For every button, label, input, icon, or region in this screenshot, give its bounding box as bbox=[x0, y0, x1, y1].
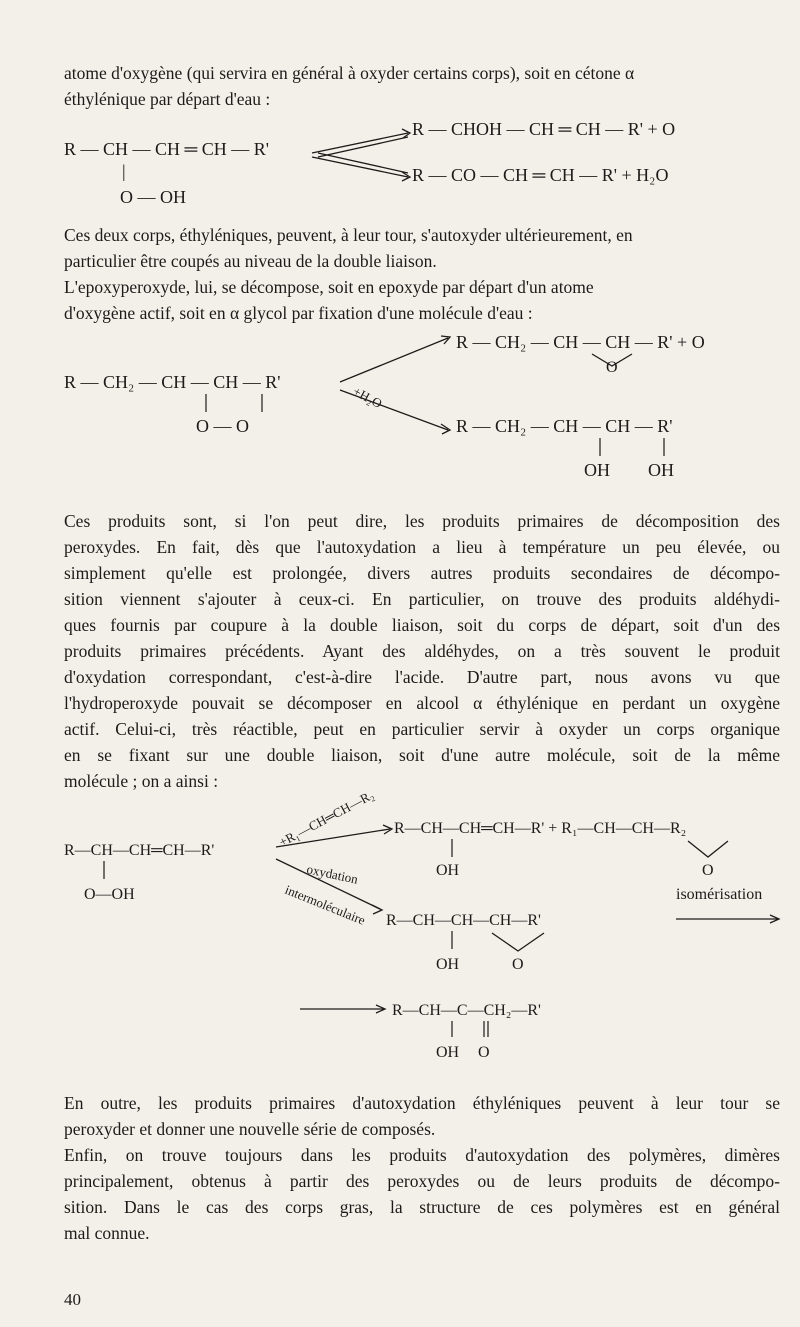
text-line: sition viennent s'ajouter à ceux-ci. En particulier, on trouve des produits aldéhydi- bbox=[64, 589, 780, 609]
epoxy-oxygen: O bbox=[606, 359, 618, 376]
text-line: simplement qu'elle est prolongée, divers autres produits secondaires de décompo- bbox=[64, 563, 780, 583]
text-line: d'oxygène actif, soit en α glycol par fixation d'une molécule d'eau : bbox=[64, 303, 533, 323]
oxydation-label: oxydation bbox=[305, 861, 360, 887]
hydroxyl-group: OH bbox=[648, 460, 674, 480]
intermolecular-label: intermoléculaire bbox=[282, 881, 368, 928]
carbonyl-oxygen: O bbox=[478, 1044, 490, 1061]
text-line: l'hydroperoxyde pouvait se décomposer en alcool α éthylénique en perdant un oxygène bbox=[64, 693, 780, 713]
reaction-arrow-lower-2 bbox=[318, 153, 408, 173]
text-line: Ces deux corps, éthyléniques, peuvent, à leur tour, s'autoxyder ultérieurement, en bbox=[64, 225, 633, 245]
reaction-arrow-upper bbox=[312, 133, 408, 153]
arrowhead-icon bbox=[372, 905, 382, 914]
product-ketol: R—CH—C—CH₂—R' bbox=[392, 1002, 541, 1019]
reactant-formula: R—CH—CH═CH—R' bbox=[64, 842, 215, 859]
reaction-arrow-lower bbox=[312, 157, 408, 177]
reactant-formula: R — CH — CH ═ CH — R' bbox=[64, 139, 270, 159]
text-line: L'epoxyperoxyde, lui, se décompose, soit en epoxyde par départ d'un atome bbox=[64, 277, 594, 297]
product-alcohol: R — CHOH — CH ═ CH — R' + O bbox=[412, 119, 676, 139]
paragraph-epoxyperoxyde bbox=[64, 222, 780, 326]
peroxy-bridge: O — O bbox=[196, 416, 249, 436]
reactant-formula: R — CH₂ — CH — CH — R' bbox=[64, 372, 281, 392]
text-line: principalement, obtenus à partir des peroxydes ou de leurs produits de décompo- bbox=[64, 1171, 780, 1191]
epoxy-oxygen: O bbox=[512, 956, 524, 973]
reaction-scheme-1 bbox=[0, 115, 800, 215]
hydroxyl-group: OH bbox=[436, 1044, 460, 1061]
reaction-arrow-upper bbox=[340, 338, 448, 382]
text-line: mal connue. bbox=[64, 1223, 150, 1243]
product-alcohol-epoxide: R—CH—CH═CH—R' + R₁—CH—CH—R₂ bbox=[394, 820, 687, 837]
text-line: particulier être coupés au niveau de la double liaison. bbox=[64, 251, 437, 271]
page-number: 40 bbox=[64, 1290, 81, 1309]
text-line: actif. Celui-ci, très réactible, peut en particulier servir à oxyder un corps organique bbox=[64, 719, 780, 739]
text-line: peroxyder et donner une nouvelle série de composés. bbox=[64, 1119, 436, 1139]
text-line: produits primaires précédents. Ayant des aldéhydes, on a très souvent le produit bbox=[64, 641, 780, 661]
text-line: Ces produits sont, si l'on peut dire, les produits primaires de décomposition des bbox=[64, 511, 780, 531]
text-line: atome d'oxygène (qui servira en général à oxyder certains corps), soit en cétone α bbox=[64, 63, 635, 83]
hydroxyl-group: OH bbox=[436, 956, 460, 973]
text-line: d'oxydation correspondant, c'est-à-dire l'acide. D'autre part, nous avons vu que bbox=[64, 667, 780, 687]
paragraph-conclusion bbox=[64, 1090, 780, 1246]
text-line: ques fournis par coupure à la double liaison, soit du corps de départ, soit d'un des bbox=[64, 615, 780, 635]
epoxy-bridge bbox=[492, 933, 544, 951]
paragraph-secondary-products bbox=[64, 508, 780, 794]
hydroxyl-group: OH bbox=[584, 460, 610, 480]
text-line: En outre, les produits primaires d'autoxydation éthyléniques peuvent à leur tour se bbox=[64, 1093, 780, 1113]
hydroxyl-group: OH bbox=[436, 862, 460, 879]
text-line: en se fixant sur une double liaison, soit d'une autre molécule, soit de la même bbox=[64, 745, 780, 765]
epoxy-bridge bbox=[688, 841, 728, 857]
hydroperoxy-group: O—OH bbox=[84, 886, 135, 903]
hydroperoxy-group: O — OH bbox=[120, 187, 186, 207]
product-ketone: R — CO — CH ═ CH — R' + H₂O bbox=[412, 165, 669, 185]
reaction-scheme-2 bbox=[0, 320, 800, 490]
reaction-scheme-3 bbox=[0, 775, 800, 1075]
paragraph-intro bbox=[64, 60, 780, 112]
text-line: Enfin, on trouve toujours dans les produits d'autoxydation des polymères, dimères bbox=[64, 1145, 780, 1165]
reagent-water: +H₂O bbox=[350, 383, 385, 412]
text-line: peroxydes. En fait, dès que l'autoxydation a lieu à température un peu élevée, ou bbox=[64, 537, 780, 557]
reagent-olefin: +R₁—CH═CH—R₂ bbox=[276, 787, 377, 850]
bond-line: | bbox=[122, 161, 126, 181]
epoxy-oxygen: O bbox=[702, 862, 714, 879]
text-line: éthylénique par départ d'eau : bbox=[64, 89, 271, 109]
reaction-arrow-upper-2 bbox=[318, 137, 408, 157]
isomerisation-label: isomérisation bbox=[676, 886, 763, 903]
product-glycol: R — CH₂ — CH — CH — R' bbox=[456, 416, 673, 436]
text-line: molécule ; on a ainsi : bbox=[64, 771, 219, 791]
product-epoxide: R — CH₂ — CH — CH — R' + O bbox=[456, 332, 705, 352]
text-line: sition. Dans le cas des corps gras, la structure de ces polymères est en général bbox=[64, 1197, 780, 1217]
product-epoxy-alcohol: R—CH—CH—CH—R' bbox=[386, 912, 541, 929]
